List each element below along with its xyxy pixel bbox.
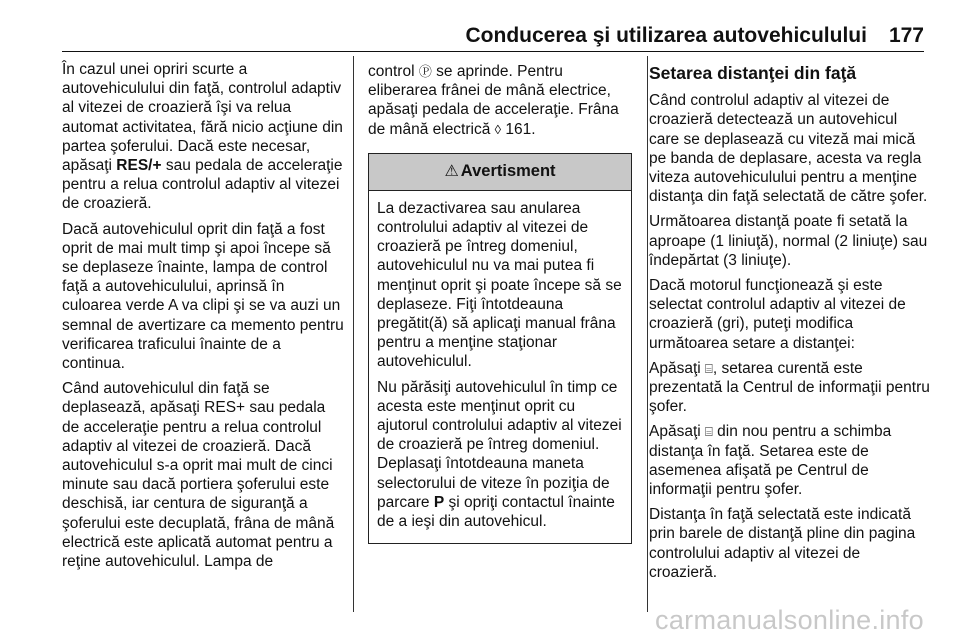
paragraph-press-once: Apăsaţi ⌸, setarea curentă este prezentată la Centrul de informaţii pentru şofer. <box>649 359 930 416</box>
page-reference-icon: ◊ <box>494 121 502 137</box>
paragraph-long-stop: Dacă autovehiculul oprit din faţă a fost oprit de mai mult timp şi apoi începe să se deplaseze înainte, lampa de control faţă a autovehiculului, aprinsă în culoarea verde A va clipi şi se va auzi un semnal de avertizare ca memento pentru verificarea traficului înainte de a continua. <box>62 220 344 373</box>
warning-header <box>369 154 631 191</box>
column-left <box>62 60 344 577</box>
paragraph-detect: Când controlul adaptiv al vitezei de croazieră detectează un autovehicul care se deplasează cu viteză mai mică pe banda de deplasare, acesta va regla viteza autovehiculului pentru a menţine distanţa din faţă selectată de către şofer. <box>649 92 928 206</box>
parking-brake-icon: Ⓟ <box>418 64 432 79</box>
column-right <box>649 62 931 588</box>
warning-paragraph-1: La dezactivarea sau anularea controlului adaptiv al vitezei de croazieră pe întreg domeniul, autovehiculul nu va mai putea fi menţinut oprit şi poate începe să se deplaseze. Fiţi întotdeauna pregătit(ă) să aplicaţi manual frâna pentru a menţine staţionar autovehiculul. <box>377 199 622 371</box>
paragraph-resume: Când autovehiculul din faţă se deplasează, apăsaţi RES+ sau pedala de acceleraţie pentru a relua controlul adaptiv al vitezei de croazieră. Dacă autovehiculul s-a oprit mai mult de cinci minute sau dacă portiera şoferului este deschisă, iar centura de siguranţă a şoferului este decuplată, frâna de mână electrică este aplicată automat pentru a reţine autovehiculul. Lampa de <box>62 380 335 571</box>
column-divider-2 <box>647 56 648 612</box>
watermark: carmanualsonline.info <box>655 605 924 635</box>
warning-triangle-icon: ⚠ <box>444 163 459 181</box>
page-number: 177 <box>888 24 924 47</box>
park-position-label: P <box>433 493 445 511</box>
paragraph-press-again: Apăsaţi ⌸ din nou pentru a schimba distanţa în faţă. Setarea este de asemenea afişată pe Centrul de informaţii pentru şofer. <box>649 423 892 499</box>
paragraph-short-stop: În cazul unei opriri scurte a autovehiculului din faţă, controlul adaptiv al vitezei de croazieră îşi va relua automat activitatea, fără nicio acţiune din partea şoferului. Dacă este necesar, apăsaţi RES/+ sau pedala de acceleraţie pentru a relua controlul adaptiv al vitezei de croazieră. <box>62 61 343 213</box>
paragraph-engine-running: Dacă motorul funcţionează şi este selectat controlul adaptiv al vitezei de croazieră (gri), puteţi modifica următoarea setare a distanţei: <box>649 277 906 352</box>
column-divider-1 <box>353 56 354 612</box>
page-title: Conducerea şi utilizarea autovehiculului <box>465 24 867 47</box>
warning-body <box>369 191 631 543</box>
paragraph-distance-bars: Distanţa în faţă selectată este indicată prin barele de distanţă pline din pagina controlului adaptiv al vitezei de croazieră. <box>649 506 916 581</box>
warning-box <box>368 153 632 544</box>
paragraph-distances: Următoarea distanţă poate fi setată la aproape (1 liniuţă), normal (2 liniuţe) sau îndepărtat (3 liniuţe). <box>649 213 928 269</box>
distance-button-icon: ⌸ <box>705 360 713 376</box>
warning-paragraph-2: Nu părăsiţi autovehiculul în timp ce acesta este menţinut oprit cu ajutorul controlului adaptiv al vitezei de croazieră pe întreg domeniul. Deplasaţi întotdeauna maneta selectorului de viteze în poziţia de parcare P şi opriţi contactul înainte de a ieşi din autovehicul. <box>377 378 622 531</box>
paragraph-control-lamp: control Ⓟ se aprinde. Pentru eliberarea frânei de mână electrice, apăsaţi pedala de acceleraţie. Frâna de mână electrică ◊ 161. <box>368 63 619 138</box>
res-plus-button-label: RES/+ <box>116 157 162 175</box>
section-heading: Setarea distanţei din faţă <box>649 63 857 83</box>
column-middle <box>368 62 633 544</box>
page-header <box>62 22 924 52</box>
warning-title: Avertisment <box>460 162 556 181</box>
distance-button-icon: ⌸ <box>705 424 713 440</box>
